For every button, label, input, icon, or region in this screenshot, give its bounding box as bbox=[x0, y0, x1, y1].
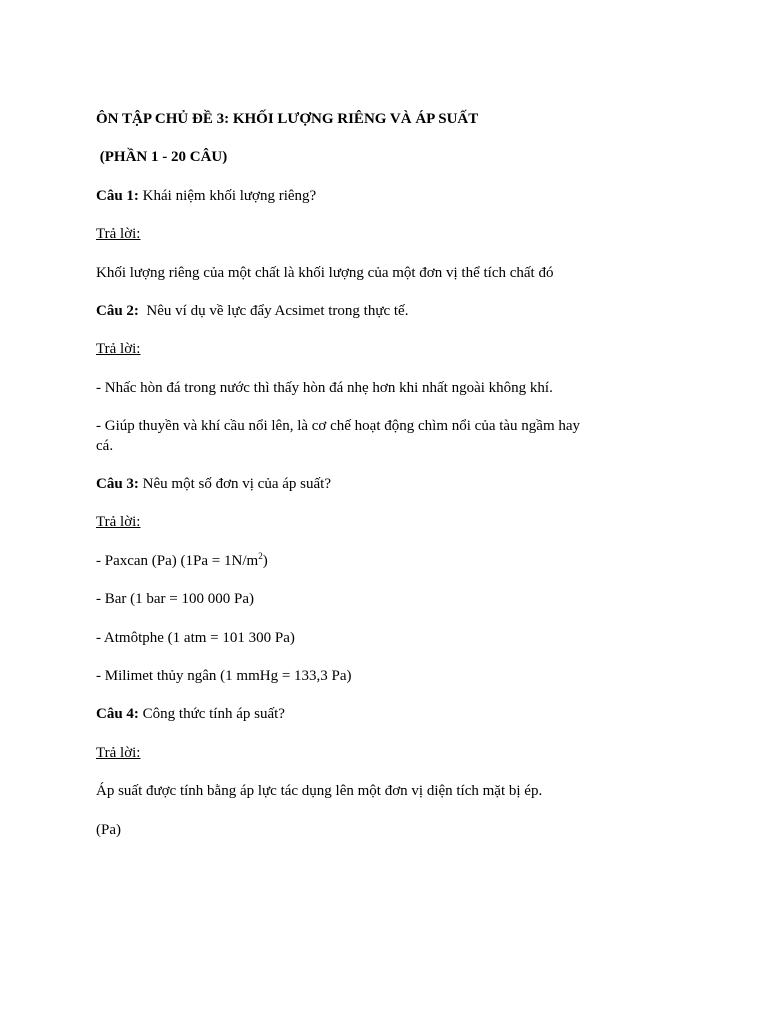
unit-1-prefix: - Paxcan (Pa) (1Pa = 1N/m bbox=[96, 552, 259, 569]
question-3-text: Nêu một số đơn vị của áp suất? bbox=[138, 476, 331, 493]
question-2-text: Nêu ví dụ về lực đẩy Acsimet trong thực tế. bbox=[138, 302, 409, 319]
question-4-text: Công thức tính áp suất? bbox=[138, 706, 285, 723]
question-2-answer-2: - Giúp thuyền và khí cầu nổi lên, là cơ chế hoạt động chìm nổi của tàu ngầm hay cá. bbox=[96, 418, 581, 454]
answer-label: Trả lời: bbox=[96, 226, 141, 243]
question-1 bbox=[96, 187, 596, 207]
question-2 bbox=[96, 302, 596, 322]
question-1-label: Câu 1: bbox=[96, 187, 139, 204]
question-1-answer-heading bbox=[96, 225, 596, 245]
document-page bbox=[96, 110, 596, 859]
question-4-unit: (Pa) bbox=[96, 821, 121, 838]
question-3-unit-1 bbox=[96, 552, 596, 572]
question-1-answer: Khối lượng riêng của một chất là khối lượng của một đơn vị thể tích chất đó bbox=[96, 264, 554, 281]
question-4-label: Câu 4: bbox=[96, 706, 139, 723]
question-2-answer-heading bbox=[96, 340, 596, 360]
question-3-answer-heading bbox=[96, 513, 596, 533]
answer-label: Trả lời: bbox=[96, 514, 141, 531]
question-2-label: Câu 2: bbox=[96, 302, 139, 319]
question-4 bbox=[96, 705, 596, 725]
question-3-label: Câu 3: bbox=[96, 476, 139, 493]
subtitle-text: (PHẦN 1 - 20 CÂU) bbox=[96, 149, 228, 166]
question-4-answer-heading bbox=[96, 744, 596, 764]
question-3 bbox=[96, 475, 596, 495]
document-subtitle bbox=[96, 148, 596, 168]
document-title: ÔN TẬP CHỦ ĐỀ 3: KHỐI LƯỢNG RIÊNG VÀ ÁP SUẤT bbox=[96, 111, 479, 127]
question-4-answer: Áp suất được tính bằng áp lực tác dụng lên một đơn vị diện tích mặt bị ép. bbox=[96, 783, 543, 800]
question-3-unit-2: - Bar (1 bar = 100 000 Pa) bbox=[96, 591, 255, 608]
question-1-text: Khái niệm khối lượng riêng? bbox=[138, 187, 317, 204]
answer-label: Trả lời: bbox=[96, 744, 141, 761]
unit-1-superscript: 2 bbox=[258, 550, 263, 561]
question-3-unit-3: - Atmôtphe (1 atm = 101 300 Pa) bbox=[96, 629, 295, 646]
question-2-answer-1: - Nhấc hòn đá trong nước thì thấy hòn đá nhẹ hơn khi nhất ngoài không khí. bbox=[96, 379, 553, 396]
unit-1-suffix: ) bbox=[262, 552, 268, 569]
question-3-unit-4: - Milimet thủy ngân (1 mmHg = 133,3 Pa) bbox=[96, 667, 352, 684]
answer-label: Trả lời: bbox=[96, 341, 141, 358]
